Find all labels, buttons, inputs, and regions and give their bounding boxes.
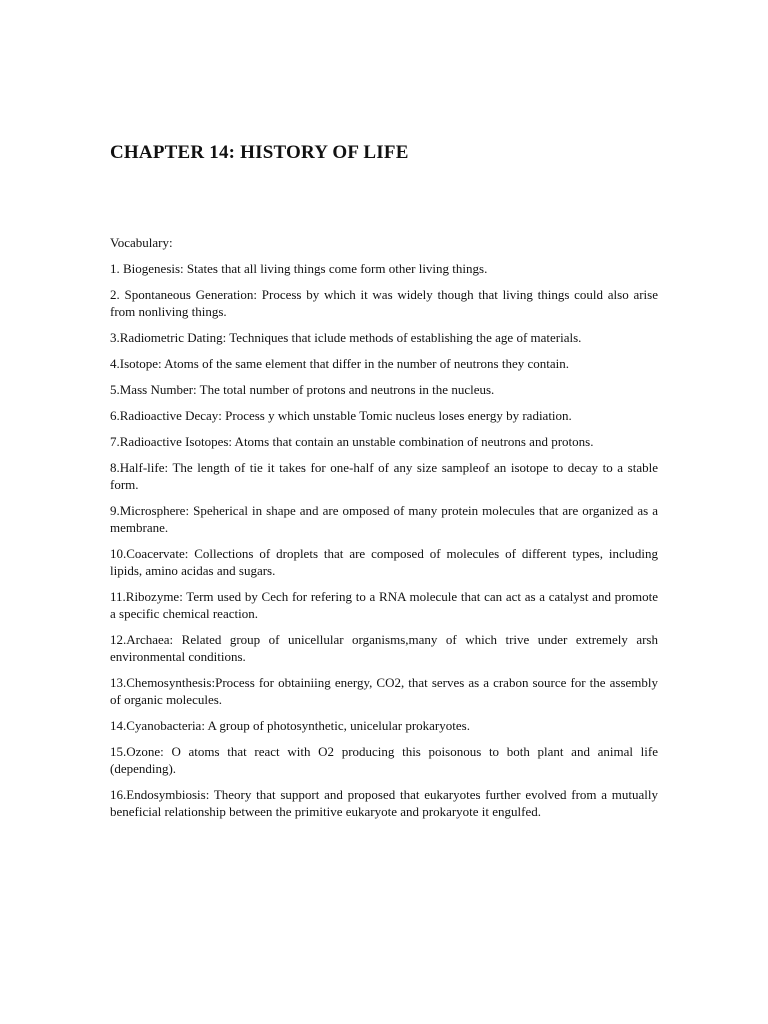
vocabulary-item-ozone: 15.Ozone: O atoms that react with O2 producing this poisonous to both plant and animal life (depending). xyxy=(110,744,658,776)
vocabulary-item-chemosynthesis: 13.Chemosynthesis:Process for obtainiing energy, CO2, that serves as a crabon source for the assembly of organic molecules. xyxy=(110,675,658,707)
vocabulary-item-archaea: 12.Archaea: Related group of unicellular organisms,many of which trive under extremely arsh environmental conditions. xyxy=(110,632,658,664)
vocabulary-item-radiometric-dating: 3.Radiometric Dating: Techniques that iclude methods of establishing the age of materials. xyxy=(110,330,582,345)
vocabulary-list xyxy=(110,260,658,820)
vocabulary-item-radioactive-decay: 6.Radioactive Decay: Process y which unstable Tomic nucleus loses energy by radiation. xyxy=(110,408,572,423)
vocabulary-item-microsphere: 9.Microsphere: Speherical in shape and are omposed of many protein molecules that are organized as a membrane. xyxy=(110,503,658,535)
vocabulary-item-half-life: 8.Half-life: The length of tie it takes for one-half of any size sampleof an isotope to decay to a stable form. xyxy=(110,460,658,492)
vocabulary-item-radioactive-isotopes: 7.Radioactive Isotopes: Atoms that contain an unstable combination of neutrons and protons. xyxy=(110,434,594,449)
vocabulary-item-cyanobacteria: 14.Cyanobacteria: A group of photosynthetic, unicelular prokaryotes. xyxy=(110,718,470,733)
chapter-title: CHAPTER 14: HISTORY OF LIFE xyxy=(110,142,409,163)
vocabulary-item-biogenesis: 1. Biogenesis: States that all living things come form other living things. xyxy=(110,261,488,276)
vocabulary-item-endosymbiosis: 16.Endosymbiosis: Theory that support and proposed that eukaryotes further evolved from a mutually beneficial relationship between the primitive eukaryote and prokaryote it engulfed. xyxy=(110,787,658,819)
vocabulary-item-spontaneous-generation: 2. Spontaneous Generation: Process by which it was widely though that living things could also arise from nonliving things. xyxy=(110,287,658,319)
vocabulary-heading: Vocabulary: xyxy=(110,235,173,250)
vocabulary-item-isotope: 4.Isotope: Atoms of the same element that differ in the number of neutrons they contain. xyxy=(110,356,569,371)
vocabulary-section xyxy=(110,234,658,829)
vocabulary-item-coacervate: 10.Coacervate: Collections of droplets that are composed of molecules of different types, including lipids, amino acidas and sugars. xyxy=(110,546,658,578)
vocabulary-item-mass-number: 5.Mass Number: The total number of protons and neutrons in the nucleus. xyxy=(110,382,495,397)
vocabulary-item-ribozyme: 11.Ribozyme: Term used by Cech for refering to a RNA molecule that can act as a catalyst and promote a specific chemical reaction. xyxy=(110,589,658,621)
